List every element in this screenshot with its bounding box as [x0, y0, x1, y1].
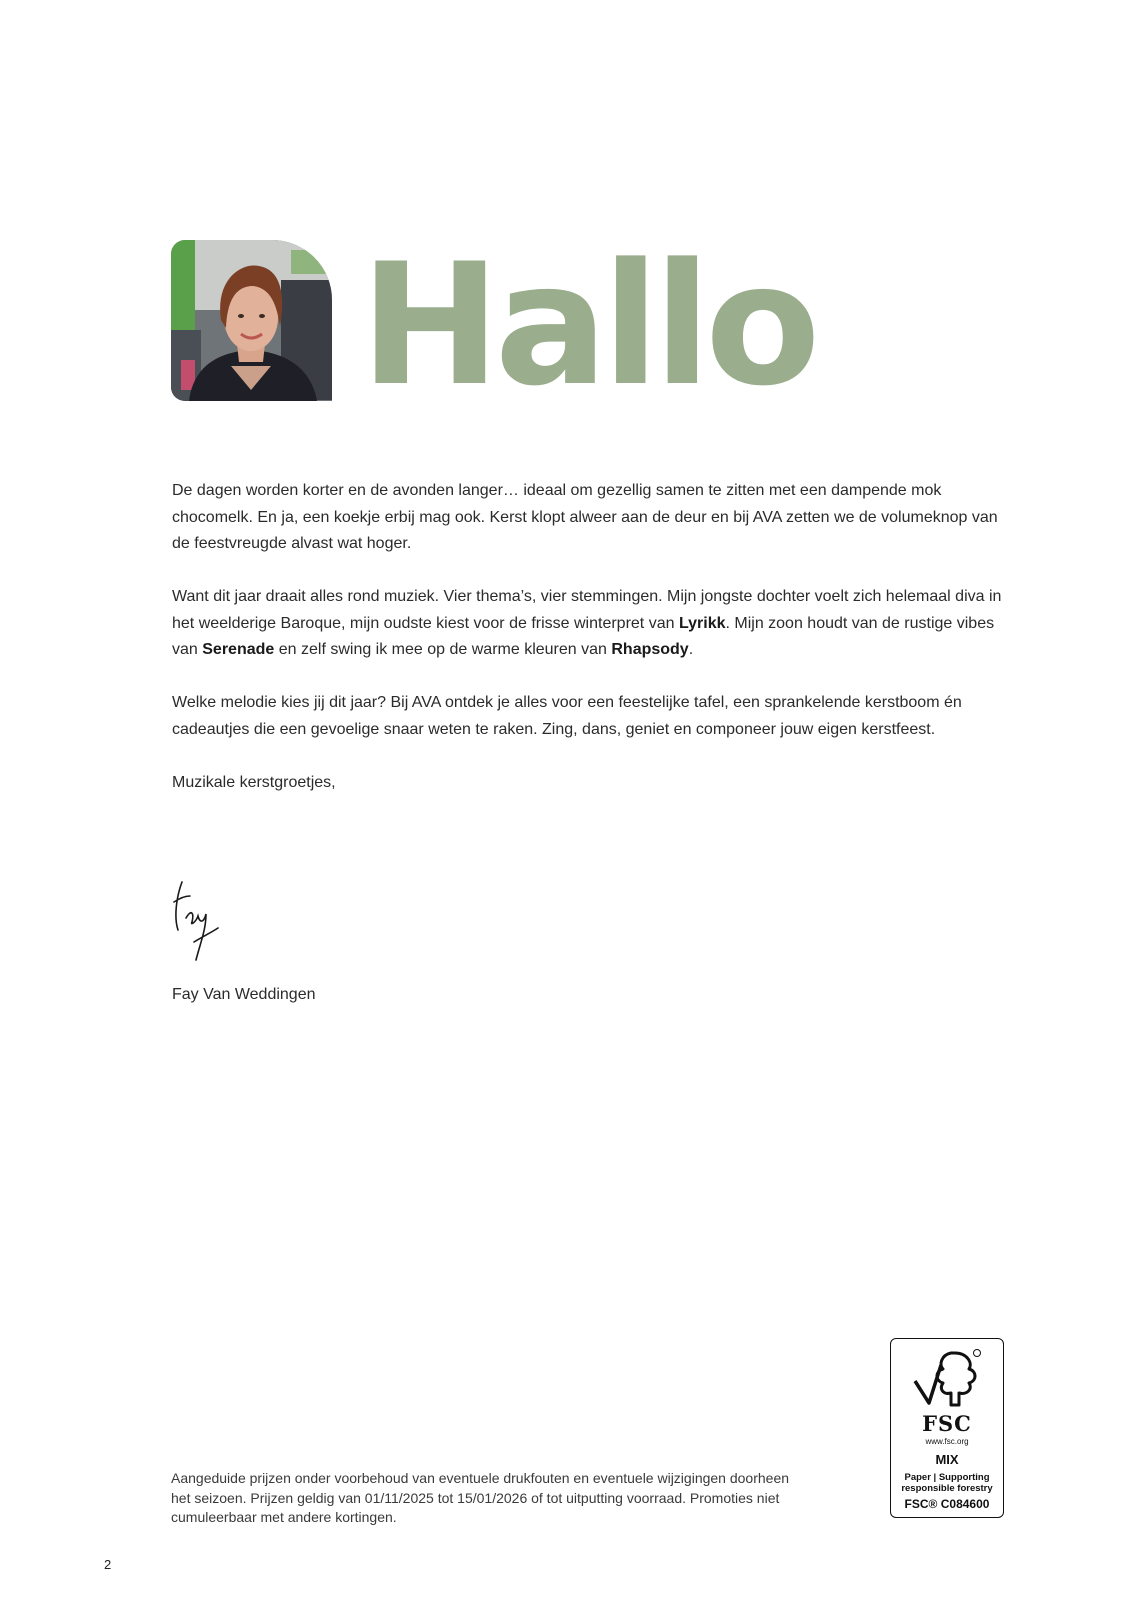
- paragraph-2-text-1: Want dit jaar draait alles rond muziek. Vier thema’s, vier stemmingen. Mijn jongste dochter voelt zich helemaal diva in het weelderige Baroque, mijn oudste kiest voor de frisse winterpret van: [172, 588, 1002, 632]
- letter-body: [172, 478, 1012, 823]
- page-number: 2: [104, 1557, 112, 1572]
- letter-paragraph-3: Welke melodie kies jij dit jaar? Bij AVA ontdek je alles voor een feestelijke tafel, een sprankelende kerstboom én cadeautjes die een gevoelige snaar weten te raken. Zing, dans, geniet en componeer jouw eigen kerstfeest.: [172, 694, 962, 738]
- fsc-tree-icon: [911, 1347, 983, 1411]
- signer-name: Fay Van Weddingen: [172, 986, 316, 1003]
- fsc-url: www.fsc.org: [925, 1437, 969, 1446]
- fsc-logo: [890, 1338, 1004, 1518]
- page-title: Hallo: [360, 227, 815, 423]
- fsc-mix: MIX: [935, 1452, 959, 1467]
- letter-closing: Muzikale kerstgroetjes,: [172, 773, 336, 791]
- fsc-label: Paper | Supporting responsible forestry: [901, 1472, 993, 1494]
- paragraph-2-text-3: en zelf swing ik mee op de warme kleuren van: [274, 641, 612, 658]
- paragraph-2-text-4: .: [688, 641, 694, 658]
- theme-lyrikk: Lyrikk: [678, 614, 726, 632]
- handwritten-signature: [170, 878, 230, 964]
- portrait-photo: [171, 240, 332, 401]
- fsc-brand: FSC: [922, 1411, 972, 1436]
- letter-paragraph-2: [172, 584, 1012, 664]
- paragraph-2-text-2: . Mijn zoon houdt van de rustige vibes van: [172, 614, 995, 658]
- theme-serenade: Serenade: [202, 641, 275, 658]
- letter-paragraph-1: De dagen worden korter en de avonden langer… ideaal om gezellig samen te zitten met een dampende mok chocomelk. En ja, een koekje erbij mag ook. Kerst klopt alweer aan de deur en bij AVA zetten we de volumeknop van de feestvreugde alvast wat hoger.: [172, 482, 998, 552]
- theme-rhapsody: Rhapsody: [611, 641, 689, 658]
- portrait-image: [171, 240, 332, 401]
- fsc-code: FSC® C084600: [904, 1497, 990, 1511]
- price-disclaimer: Aangeduide prijzen onder voorbehoud van eventuele drukfouten en eventuele wijzigingen doorheen het seizoen. Prijzen geldig van 01/11/2025 tot 15/01/2026 of tot uitputting voorraad. Promoties niet cumuleerbaar met andere kortingen.: [171, 1470, 790, 1525]
